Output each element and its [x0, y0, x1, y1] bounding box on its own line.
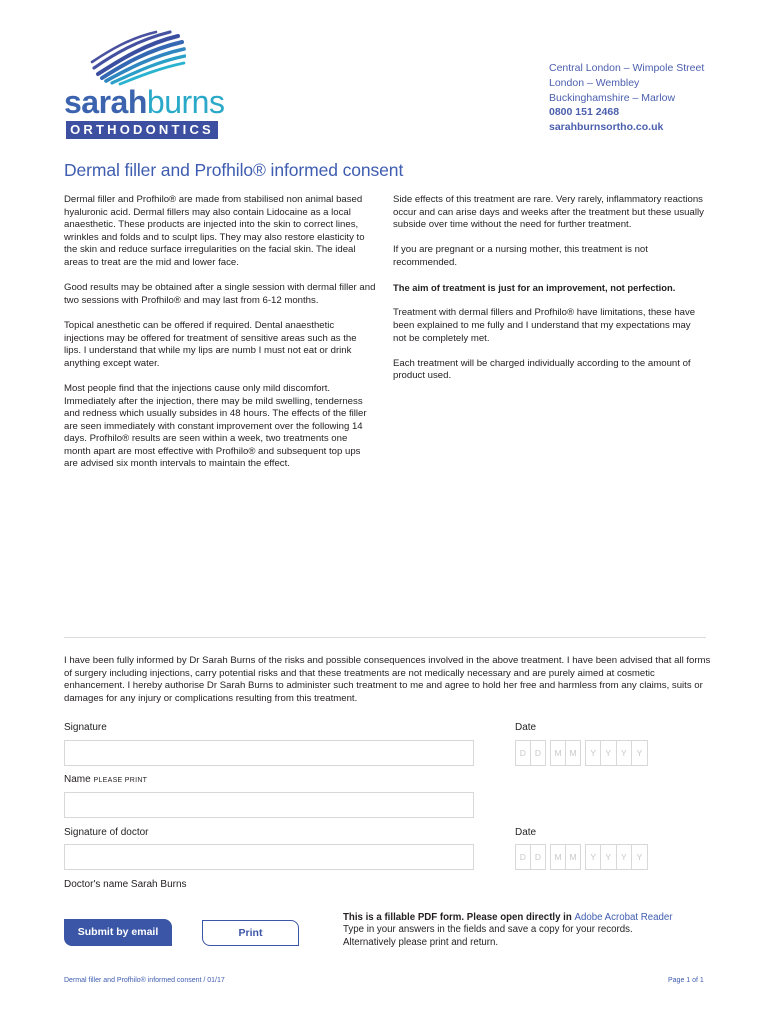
date-year-2[interactable]: Y — [601, 740, 617, 766]
doctor-date-field[interactable] — [515, 844, 648, 870]
right-paragraph-5: Each treatment will be charged individually according to the amount of product used. — [393, 357, 691, 382]
date-field[interactable] — [515, 740, 648, 766]
left-column — [64, 194, 376, 484]
footer-document-id: Dermal filler and Profhilo® informed consent / 01/17 — [64, 977, 225, 984]
date-month-2[interactable]: M — [566, 740, 582, 766]
logo — [64, 30, 225, 137]
doctor-date-year-1[interactable]: Y — [585, 844, 601, 870]
doctor-date-year-3[interactable]: Y — [617, 844, 633, 870]
date-month-1[interactable]: M — [550, 740, 566, 766]
right-paragraph-1: Side effects of this treatment are rare. Very rarely, inflammatory reactions occur and can arise days and weeks after the treatment but these usually subside over time without the need for further treatment. — [393, 194, 704, 231]
note-bold-text: This is a fillable PDF form. Please open directly in — [343, 912, 575, 923]
submit-by-email-button[interactable]: Submit by email — [64, 919, 172, 946]
date-year-3[interactable]: Y — [617, 740, 633, 766]
doctor-signature-label: Signature of doctor — [64, 827, 149, 838]
divider — [64, 637, 706, 638]
right-paragraph-4: Treatment with dermal fillers and Profhilo® have limitations, these have been explained to me fully and I understand that my expectations may not be completely met. — [393, 307, 696, 344]
doctor-signature-field[interactable] — [64, 844, 474, 870]
date-day-1[interactable]: D — [515, 740, 531, 766]
declaration-text: I have been fully informed by Dr Sarah Burns of the risks and possible consequences involved in the above treatment. I have been advised that all forms of surgery including injections, carry potential risks and that these treatments are not medically necessary and are purely aimed at cosmetic enhancement. I hereby authorise Dr Sarah Burns to administer such treatment to me and agree to hold her free and harmless from any claims, suits or damages for any injury or complications resulting from this treatment. — [64, 655, 711, 704]
doctor-date-label: Date — [515, 827, 537, 838]
note-line-2: Type in your answers in the fields and save a copy for your records. — [343, 924, 633, 936]
name-hint: PLEASE PRINT — [93, 777, 148, 784]
date-day-2[interactable]: D — [531, 740, 547, 766]
location-wembley: London – Wembley — [549, 76, 640, 89]
left-paragraph-2: Good results may be obtained after a single session with dermal filler and two sessions with Profhilo® and may last from 6-12 months. — [64, 282, 376, 306]
doctor-date-day-1[interactable]: D — [515, 844, 531, 870]
name-label: Name PLEASE PRINT — [64, 774, 148, 785]
page-title: Dermal filler and Profhilo® informed consent — [64, 160, 404, 180]
doctor-date-year-2[interactable]: Y — [601, 844, 617, 870]
location-marlow: Buckinghamshire – Marlow — [549, 91, 676, 104]
left-paragraph-4: Most people find that the injections cause only mild discomfort. Immediately after the injection, there may be mild swelling, tenderness and redness which usually subsides in 48 hours. The effects of the filler are seen immediately with constant improvement over the following 14 days. Profhilo® results are seen within a week, two treatments one month apart are most effective with Profhilo® and subsequent top ups are advised six month intervals to maintain the effect. — [64, 382, 367, 470]
signature-label: Signature — [64, 722, 107, 733]
doctor-date-year-4[interactable]: Y — [632, 844, 648, 870]
note-line-3: Alternatively please print and return. — [343, 936, 499, 948]
phone-number[interactable]: 0800 151 2468 — [549, 106, 620, 119]
left-paragraph-3: Topical anesthetic can be offered if required. Dental anaesthetic injections may be offered for treatment of sensitive areas such as the lips. I understand that while my lips are numb I must not eat or drink anything except water. — [64, 319, 357, 369]
right-paragraph-aim: The aim of treatment is just for an improvement, not perfection. — [393, 282, 676, 294]
adobe-reader-link[interactable]: Adobe Acrobat Reader — [574, 912, 673, 923]
right-column — [393, 194, 705, 396]
signature-field[interactable] — [64, 740, 474, 766]
doctor-date-month-1[interactable]: M — [550, 844, 566, 870]
website-link[interactable]: sarahburnsortho.co.uk — [549, 121, 664, 134]
doctor-name: Doctor's name Sarah Burns — [64, 879, 187, 890]
date-label: Date — [515, 722, 537, 733]
left-paragraph-1: Dermal filler and Profhilo® are made from stabilised non animal based hyaluronic acid. Dermal fillers may also contain Lidocaine as a local anaesthetic. These products are injected into the skin to correct lines, wrinkles and folds and to sculpt lips. They may also restore elasticity to the skin and reduce surface irregularities on the facial skin. The ideal areas to treat are the mid and lower face. — [64, 194, 365, 268]
footer-page-number: Page 1 of 1 — [668, 977, 704, 984]
date-year-1[interactable]: Y — [585, 740, 601, 766]
name-field[interactable] — [64, 792, 474, 818]
contact-block — [549, 61, 704, 135]
doctor-date-day-2[interactable]: D — [531, 844, 547, 870]
fillable-form-note — [343, 912, 723, 949]
logo-wordmark: sarahburns — [64, 84, 225, 120]
date-year-4[interactable]: Y — [632, 740, 648, 766]
location-wimpole: Central London – Wimpole Street — [549, 62, 705, 74]
print-button[interactable]: Print — [202, 920, 299, 946]
logo-subtitle: ORTHODONTICS — [66, 121, 218, 139]
logo-swoosh-icon — [90, 30, 186, 86]
doctor-date-month-2[interactable]: M — [566, 844, 582, 870]
right-paragraph-2: If you are pregnant or a nursing mother, this treatment is not recommended. — [393, 244, 648, 268]
